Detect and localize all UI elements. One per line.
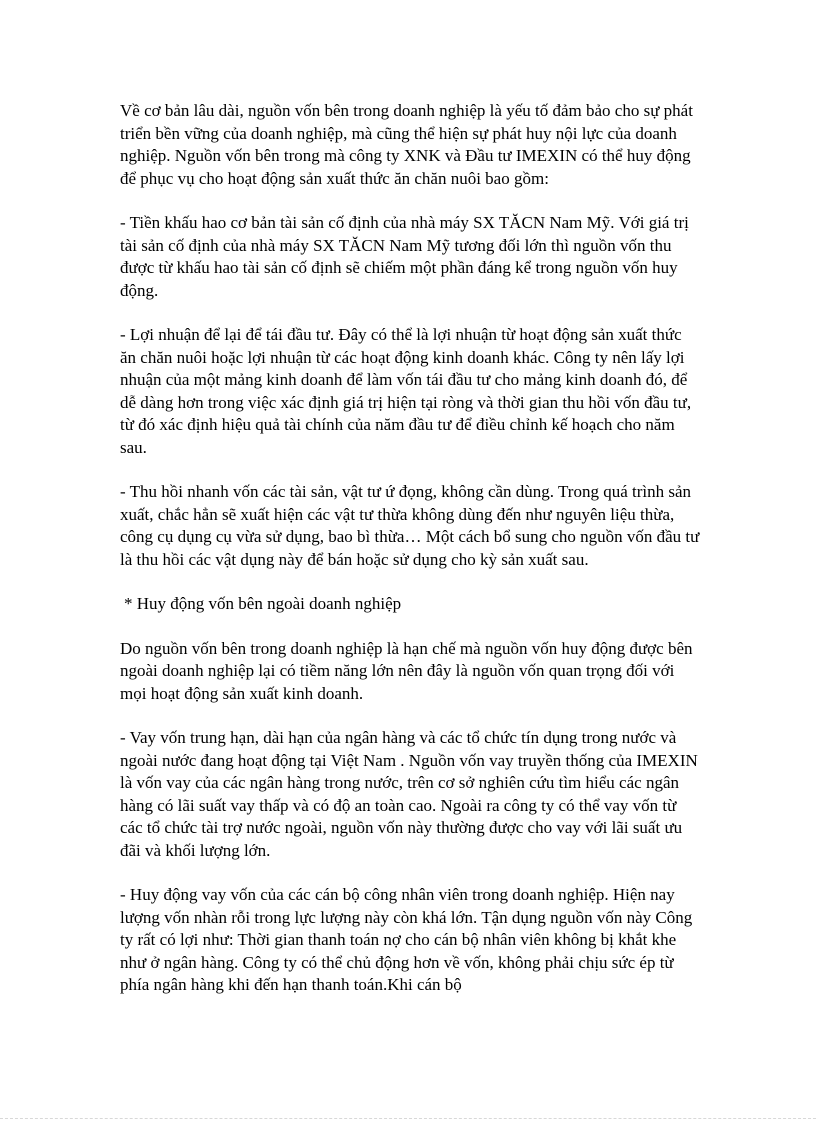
paragraph-recover-assets: - Thu hồi nhanh vốn các tài sản, vật tư ứ đọng, không cần dùng. Trong quá trình sản xuất, chắc hẳn sẽ xuất hiện các vật tư thừa không dùng đến như nguyên liệu thừa, công cụ dụng cụ vừa sử dụng, bao bì thừa… Một cách bổ sung cho nguồn vốn đầu tư là thu hồi các vật dụng này để bán hoặc sử dụng cho kỳ sản xuất sau. xyxy=(120,482,700,569)
paragraph-internal-capital-intro: Về cơ bản lâu dài, nguồn vốn bên trong doanh nghiệp là yếu tố đảm bảo cho sự phát triển bền vững của doanh nghiệp, mà cũng thể hiện sự phát huy nội lực của doanh nghiệp. Nguồn vốn bên trong mà công ty XNK và Đầu tư IMEXIN có thể huy động để phục vụ cho hoạt động sản xuất thức ăn chăn nuôi bao gồm: xyxy=(120,101,693,188)
paragraph-bank-loans: - Vay vốn trung hạn, dài hạn của ngân hàng và các tổ chức tín dụng trong nước và ngoài nước đang hoạt động tại Việt Nam . Nguồn vốn vay truyền thống của IMEXIN là vốn vay của các ngân hàng trong nước, trên cơ sở nghiên cứu tìm hiểu các ngân hàng có lãi suất vay thấp và có độ an toàn cao. Ngoài ra công ty có thể vay vốn từ các tổ chức tài trợ nước ngoài, nguồn vốn này thường được cho vay với lãi suất ưu đãi và khối lượng lớn. xyxy=(120,728,698,860)
paragraph-retained-profit: - Lợi nhuận để lại để tái đầu tư. Đây có thể là lợi nhuận từ hoạt động sản xuất thức ăn chăn nuôi hoặc lợi nhuận từ các hoạt động kinh doanh khác. Công ty nên lấy lợi nhuận của một mảng kinh doanh để làm vốn tái đầu tư cho mảng kinh doanh đó, để dễ dàng hơn trong việc xác định giá trị hiện tại ròng và thời gian thu hồi vốn đầu tư, từ đó xác định hiệu quả tài chính của năm đầu tư để điều chỉnh kế hoạch cho năm sau. xyxy=(120,325,692,457)
section-heading-external-capital: * Huy động vốn bên ngoài doanh nghiệp xyxy=(124,594,402,613)
page-bottom-divider xyxy=(0,1118,816,1119)
paragraph-external-capital-intro: Do nguồn vốn bên trong doanh nghiệp là hạn chế mà nguồn vốn huy động được bên ngoài doanh nghiệp lại có tiềm năng lớn nên đây là nguồn vốn quan trọng đối với mọi hoạt động sản xuất kinh doanh. xyxy=(120,638,693,703)
paragraph-depreciation: - Tiền khấu hao cơ bản tài sản cố định của nhà máy SX TĂCN Nam Mỹ. Với giá trị tài sản cố định của nhà máy SX TĂCN Nam Mỹ tương đối lớn thì nguồn vốn thu được từ khấu hao tài sản cố định sẽ chiếm một phần đáng kể trong nguồn vốn huy động. xyxy=(120,213,689,300)
paragraph-employee-loans: - Huy động vay vốn của các cán bộ công nhân viên trong doanh nghiệp. Hiện nay lượng vốn nhàn rỗi trong lực lượng này còn khá lớn. Tận dụng nguồn vốn này Công ty rất có lợi như: Thời gian thanh toán nợ cho cán bộ nhân viên không bị khắt khe như ở ngân hàng. Công ty có thể chủ động hơn về vốn, không phải chịu sức ép từ phía ngân hàng khi đến hạn thanh toán.Khi cán bộ xyxy=(120,885,693,994)
document-body xyxy=(120,100,700,1019)
